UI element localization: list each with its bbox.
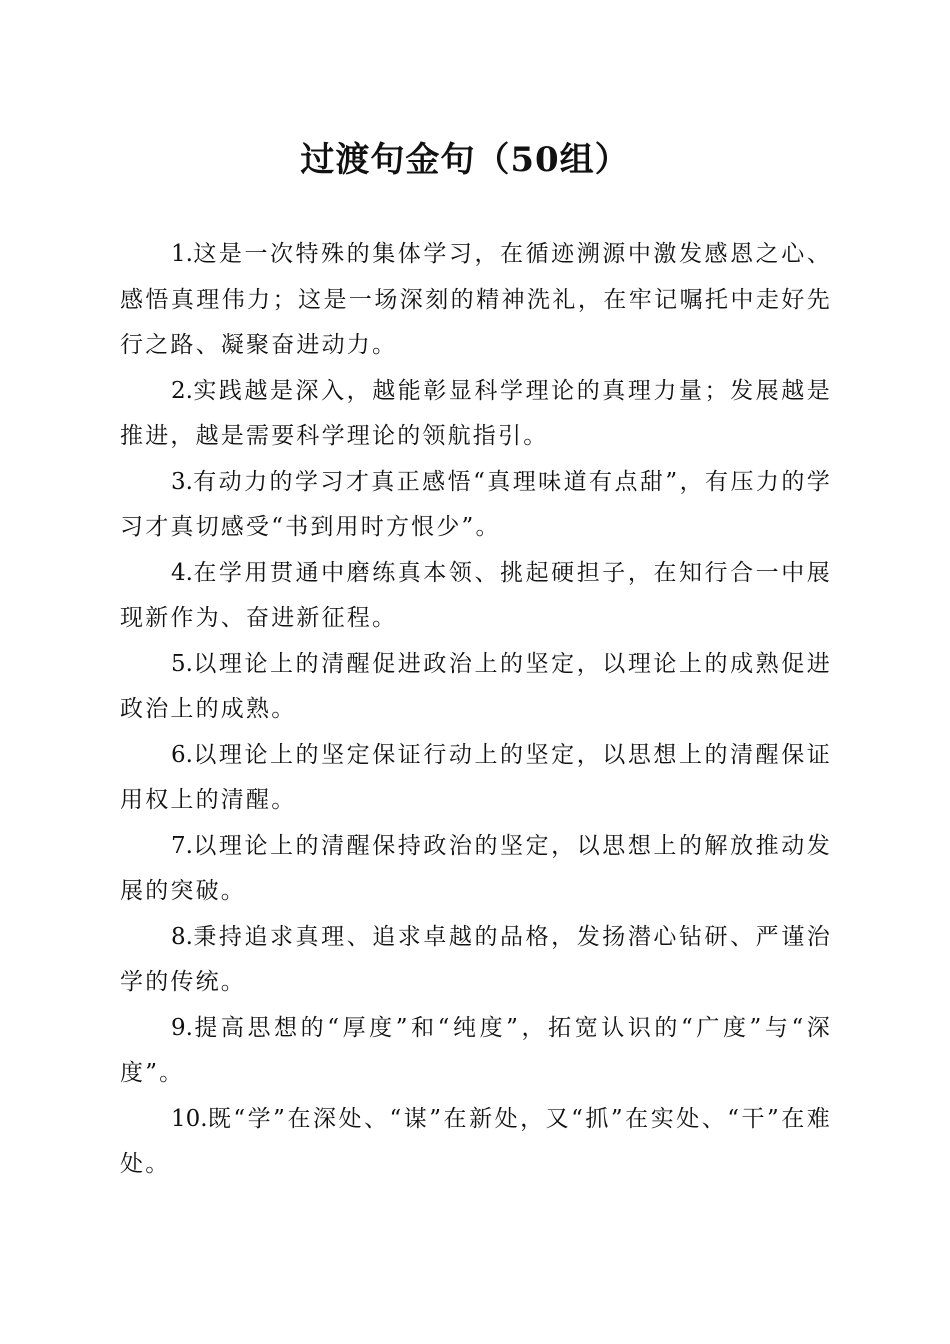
item-number: 8. xyxy=(171,923,193,950)
item-number: 9. xyxy=(171,1014,193,1041)
item-number: 5. xyxy=(171,650,193,677)
item-number: 1. xyxy=(171,241,193,267)
list-item xyxy=(120,232,832,369)
item-number: 7. xyxy=(171,832,193,859)
list-item xyxy=(120,460,832,551)
item-text: 实践越是深入，越能彰显科学理论的真理力量；发展越是推进，越是需要科学理论的领航指引。 xyxy=(120,377,832,449)
item-number: 6. xyxy=(171,741,193,768)
item-text: 既“学”在深处、“谋”在新处，又“抓”在实处、“干”在难处。 xyxy=(120,1105,832,1177)
item-text: 以理论上的清醒促进政治上的坚定，以理论上的成熟促进政治上的成熟。 xyxy=(120,650,832,722)
item-text: 有动力的学习才真正感悟“真理味道有点甜”，有压力的学习才真切感受“书到用时方恨少”。 xyxy=(120,468,832,540)
item-text: 这是一次特殊的集体学习，在循迹溯源中激发感恩之心、感悟真理伟力；这是一场深刻的精神洗礼，在牢记嘱托中走好先行之路、凝聚奋进动力。 xyxy=(120,241,832,358)
item-number: 3. xyxy=(171,468,193,495)
list-item xyxy=(120,1097,832,1188)
list-item xyxy=(120,915,832,1006)
item-text: 在学用贯通中磨练真本领、挑起硬担子，在知行合一中展现新作为、奋进新征程。 xyxy=(120,559,832,631)
page-title: 过渡句金句（50组） xyxy=(300,140,630,180)
item-number: 4. xyxy=(171,559,193,586)
item-number: 2. xyxy=(171,377,193,404)
item-text: 秉持追求真理、追求卓越的品格，发扬潜心钻研、严谨治学的传统。 xyxy=(120,923,832,995)
list-item xyxy=(120,551,832,642)
document-body xyxy=(120,232,832,1188)
list-item xyxy=(120,733,832,824)
list-item xyxy=(120,642,832,733)
list-item xyxy=(120,824,832,915)
list-item xyxy=(120,369,832,460)
item-text: 以理论上的坚定保证行动上的坚定，以思想上的清醒保证用权上的清醒。 xyxy=(120,741,832,813)
item-text: 以理论上的清醒保持政治的坚定，以思想上的解放推动发展的突破。 xyxy=(120,832,832,904)
list-item xyxy=(120,1006,832,1097)
item-number: 10. xyxy=(171,1105,208,1132)
item-text: 提高思想的“厚度”和“纯度”，拓宽认识的“广度”与“深度”。 xyxy=(120,1014,832,1086)
